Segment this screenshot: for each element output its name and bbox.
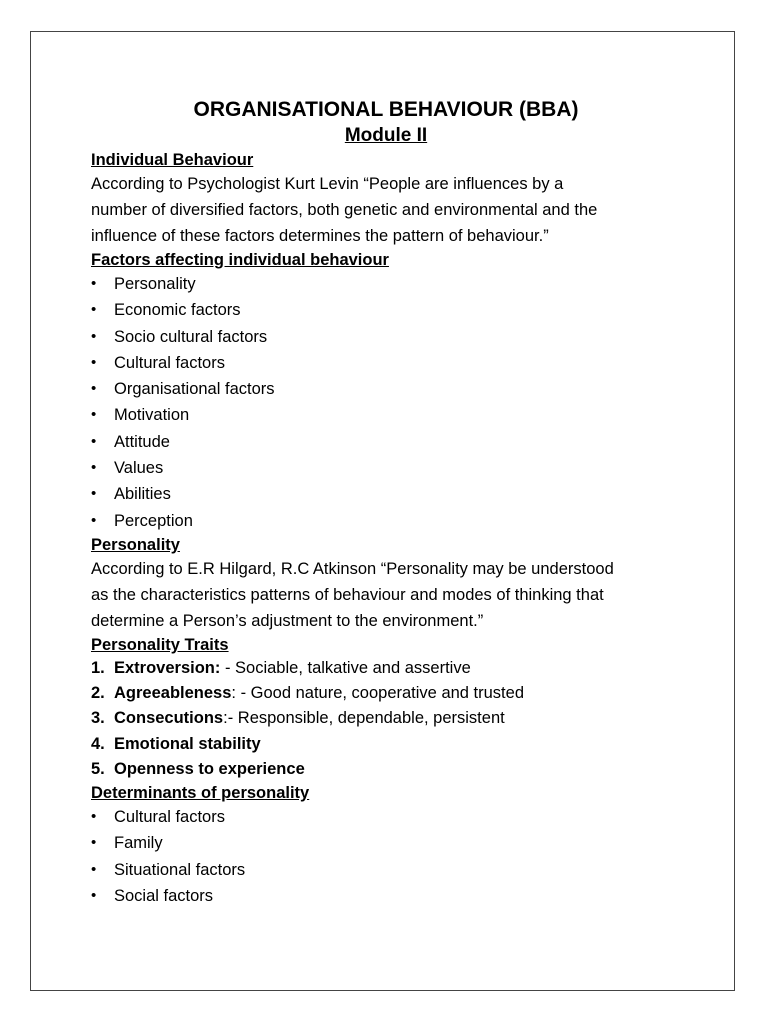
heading-factors: Factors affecting individual behaviour [91, 251, 389, 269]
bullet-icon: • [91, 860, 97, 878]
list-item [91, 429, 691, 455]
trait-term: Extroversion: [114, 658, 221, 677]
list-item [91, 402, 691, 428]
heading-determinants: Determinants of personality [91, 783, 310, 802]
list-item-text: Perception [114, 511, 193, 530]
list-item [91, 297, 691, 323]
list-item-text: Organisational factors [114, 380, 275, 399]
list-item [91, 481, 691, 507]
document-page [30, 31, 735, 991]
trait-term: Agreeableness [114, 684, 232, 703]
bullet-icon: • [91, 275, 97, 292]
trait-description: : - Good nature, cooperative and trusted [231, 684, 524, 703]
list-item-text: Economic factors [114, 301, 241, 320]
trait-item [91, 732, 691, 757]
trait-number: 2. [91, 684, 105, 703]
document-title: ORGANISATIONAL BEHAVIOUR (BBA) [193, 98, 579, 121]
trait-number: 1. [91, 658, 105, 677]
list-item [91, 508, 691, 534]
trait-term: Openness to experience [114, 759, 305, 778]
list-item [91, 830, 691, 856]
trait-number: 3. [91, 709, 105, 728]
list-item-text: Cultural factors [114, 353, 225, 372]
heading-personality: Personality [91, 535, 180, 554]
list-item [91, 324, 691, 350]
list-item-text: Social factors [114, 886, 214, 905]
module-title: Module II [344, 125, 428, 146]
traits-list [91, 656, 691, 782]
list-item-text: Personality [114, 275, 196, 293]
trait-term: Consecutions [114, 709, 224, 728]
bullet-icon: • [91, 301, 97, 319]
list-item [91, 857, 691, 883]
trait-item [91, 706, 691, 731]
document-content [91, 97, 691, 909]
trait-description: :- Responsible, dependable, persistent [223, 709, 505, 728]
bullet-icon: • [91, 886, 97, 904]
list-item-text: Family [114, 834, 163, 853]
list-item-text: Motivation [114, 406, 190, 425]
bullet-icon: • [91, 511, 97, 529]
trait-item [91, 656, 691, 681]
bullet-icon: • [91, 327, 97, 345]
trait-term: Emotional stability [114, 734, 261, 753]
bullet-icon: • [91, 485, 97, 503]
factors-list [91, 271, 691, 534]
list-item [91, 883, 691, 909]
paragraph-individual-behaviour: According to Psychologist Kurt Levin “People are influences by a number of diversified factors, both genetic and environmental and the influence of these factors determines the pattern of behaviour.” [91, 175, 598, 245]
bullet-icon: • [91, 380, 97, 398]
list-item-text: Situational factors [114, 860, 246, 879]
list-item-text: Attitude [114, 432, 170, 451]
bullet-icon: • [91, 432, 97, 450]
bullet-icon: • [91, 459, 97, 477]
list-item [91, 804, 691, 830]
heading-individual-behaviour: Individual Behaviour [91, 151, 254, 169]
list-item [91, 455, 691, 481]
trait-item [91, 757, 691, 782]
list-item [91, 271, 691, 297]
list-item-text: Socio cultural factors [114, 327, 268, 346]
bullet-icon: • [91, 406, 97, 424]
list-item [91, 376, 691, 402]
trait-item [91, 681, 691, 706]
list-item [91, 350, 691, 376]
list-item-text: Values [114, 459, 164, 478]
bullet-icon: • [91, 834, 97, 852]
bullet-icon: • [91, 353, 97, 371]
bullet-icon: • [91, 807, 97, 825]
paragraph-personality: According to E.R Hilgard, R.C Atkinson “Personality may be understood as the characteristics patterns of behaviour and modes of thinking that determine a Person’s adjustment to the environment.” [91, 559, 614, 630]
trait-number: 4. [91, 734, 105, 753]
trait-number: 5. [91, 759, 105, 778]
list-item-text: Abilities [114, 485, 171, 504]
list-item-text: Cultural factors [114, 807, 225, 826]
trait-description: - Sociable, talkative and assertive [220, 658, 471, 677]
heading-personality-traits: Personality Traits [91, 635, 229, 654]
determinants-list [91, 804, 691, 909]
